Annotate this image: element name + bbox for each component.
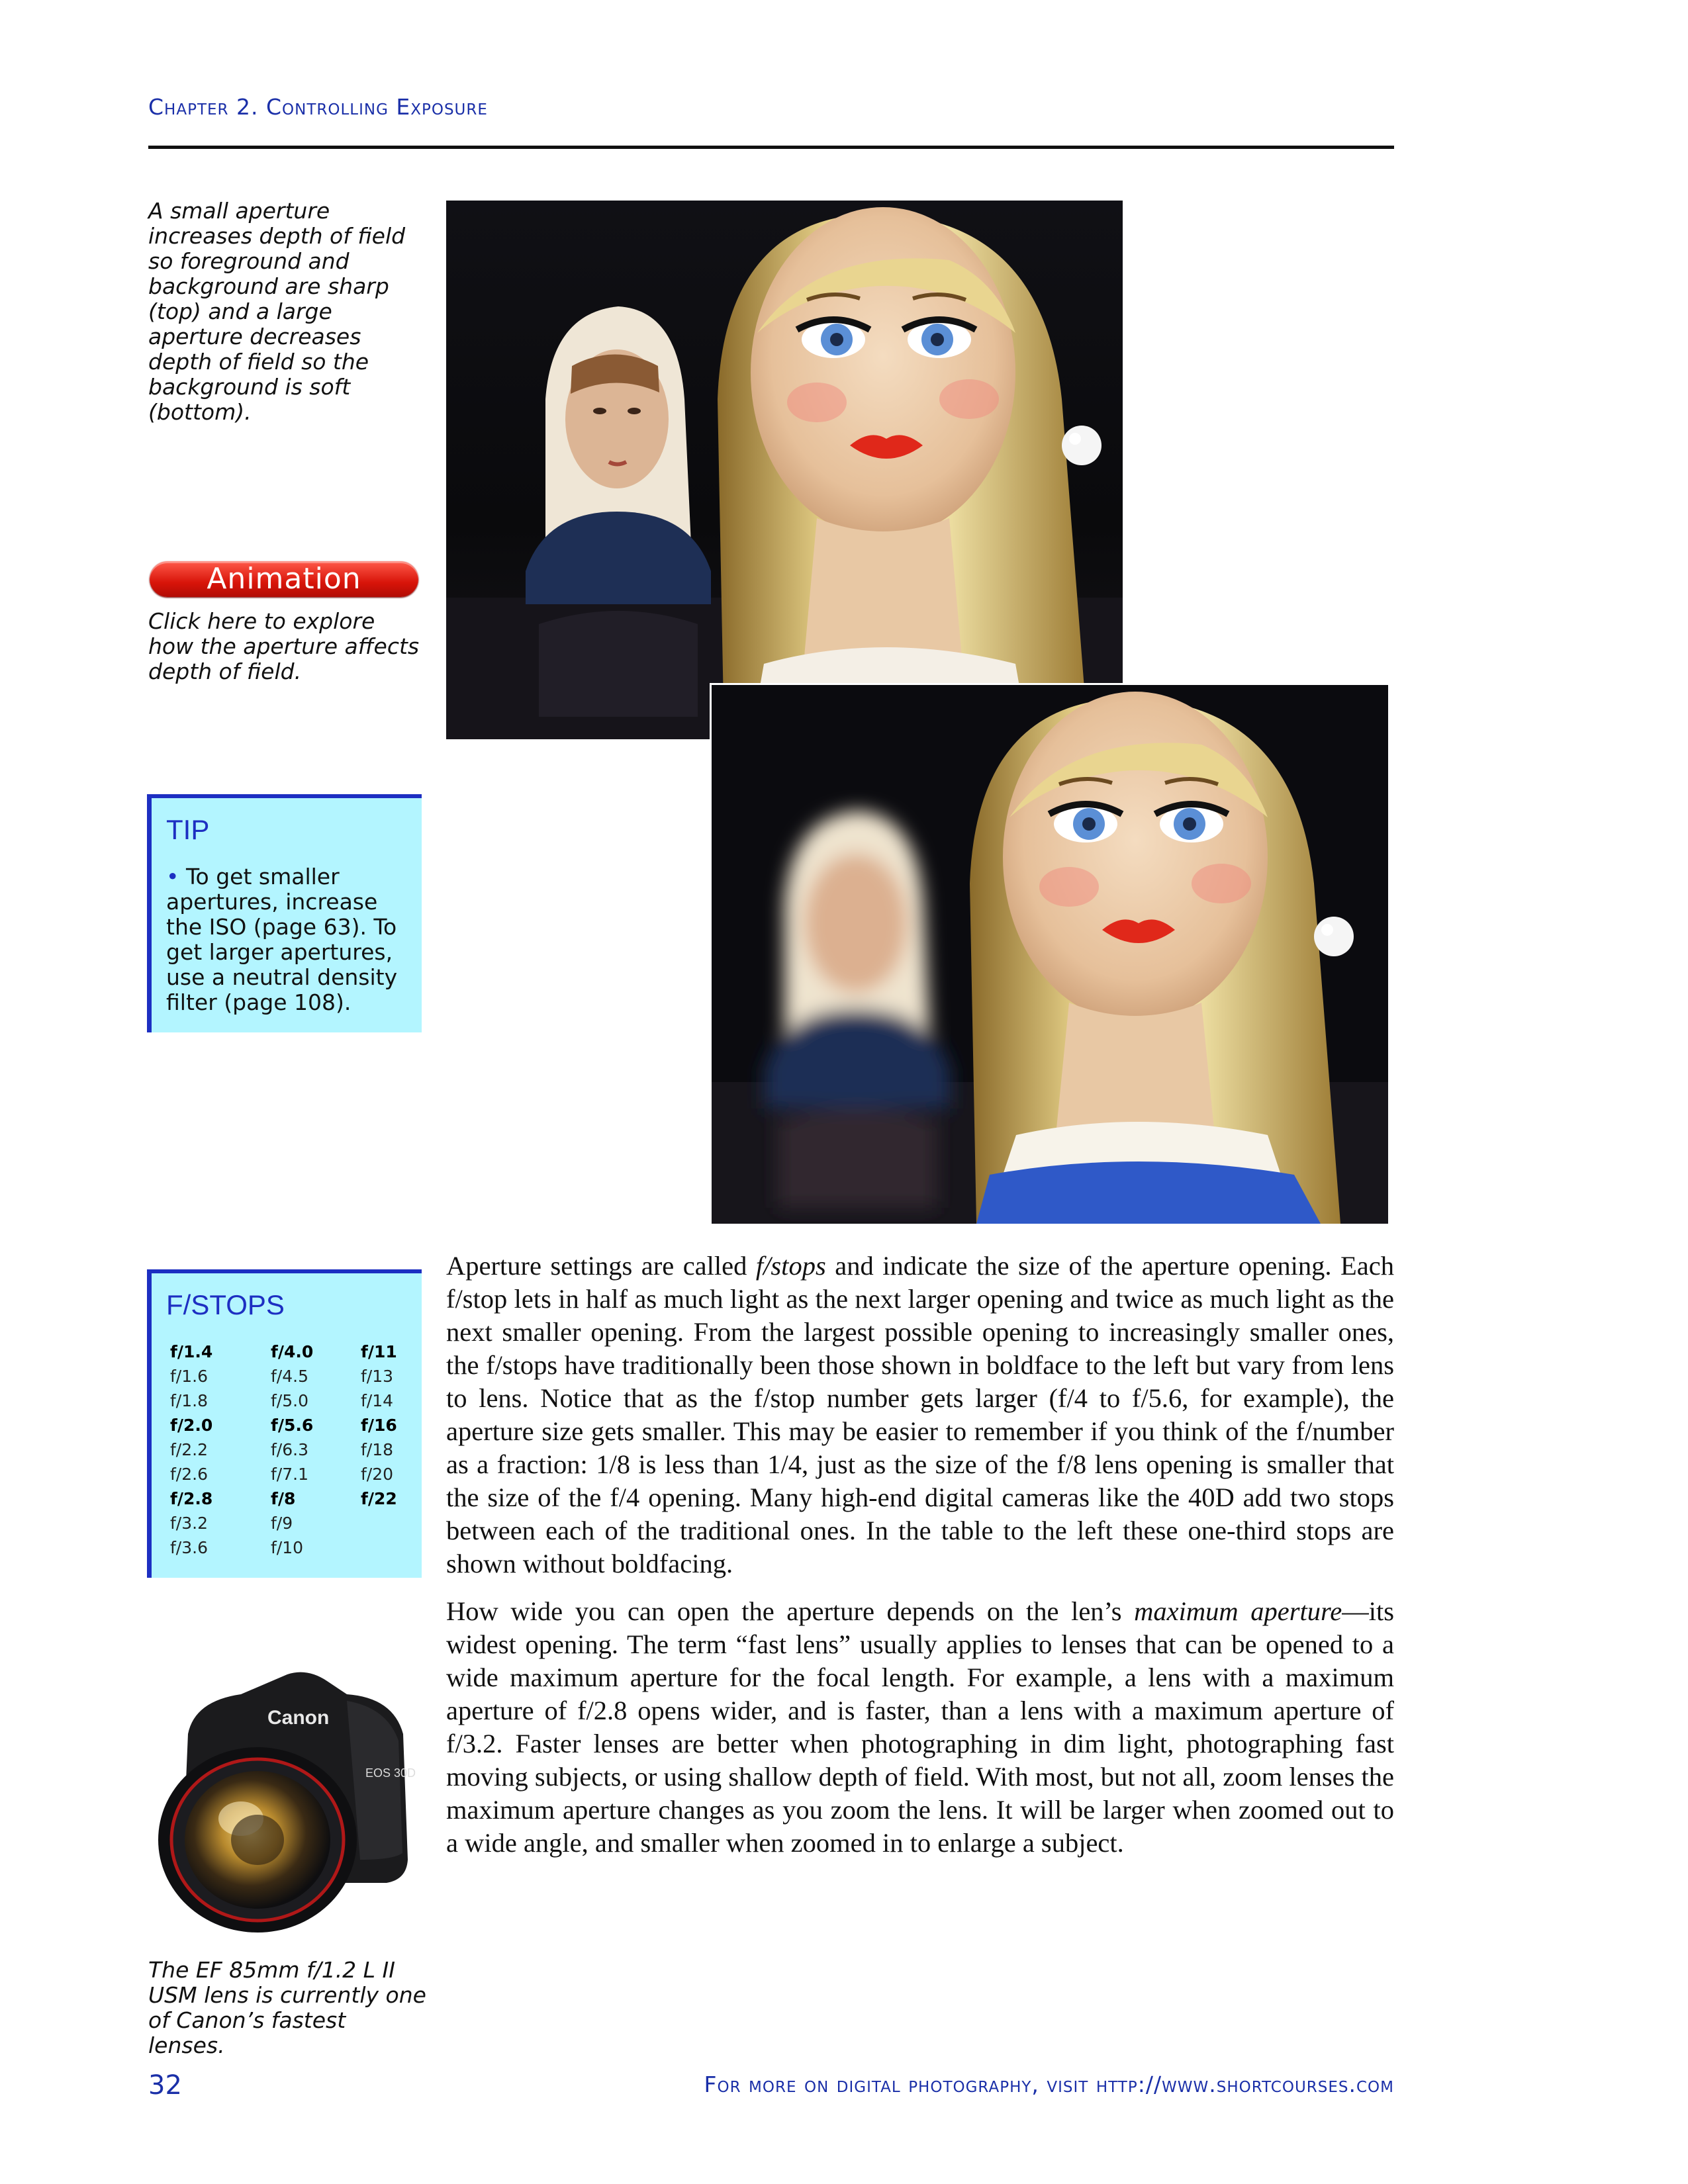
fstop-cell: f/1.4 — [170, 1342, 213, 1361]
fstop-cell: f/2.0 — [170, 1416, 213, 1435]
footer-link[interactable]: For more on digital photography, visit http://www.shortcourses.com — [704, 2071, 1394, 2097]
fstop-cell: f/7.1 — [271, 1465, 308, 1484]
fstop-cell: f/13 — [361, 1367, 394, 1386]
fstop-cell — [361, 1511, 414, 1535]
fstop-cell: f/6.3 — [271, 1440, 308, 1459]
fstop-cell: f/1.6 — [170, 1367, 208, 1386]
lens-caption: The EF 85mm f/1.2 L II USM lens is currently one of Canon’s fastest lenses. — [148, 1957, 426, 2058]
fstops-row — [170, 1364, 414, 1388]
fstop-cell: f/5.0 — [271, 1391, 308, 1410]
fstop-cell: f/5.6 — [271, 1416, 314, 1435]
fstops-row — [170, 1388, 414, 1413]
fstops-row — [170, 1535, 414, 1560]
p2-emphasis: maximum aperture — [1134, 1596, 1342, 1626]
fstop-cell — [361, 1535, 414, 1560]
tip-box — [147, 794, 422, 1032]
tip-title: TIP — [166, 814, 210, 845]
p1-emphasis: f/stops — [755, 1251, 826, 1281]
fstops-row — [170, 1437, 414, 1462]
fstop-cell: f/2.6 — [170, 1465, 208, 1484]
p2-text-b: —its widest opening. The term “fast lens” usually applies to lenses that can be opened to a wide maximum aperture for the focal length. For example, a lens with a maximum aperture of f/2.8 opens wider, and is faster, than a lens with a maximum aperture of f/3.2. Faster lenses are better when photographing in dim light, photographing fast moving subjects, or using shallow depth of field. With most, but not all, zoom lenses the maximum aperture changes as you zoom the lens. It will be larger when zoomed out to a wide angle, and smaller when zoomed in to enlarge a subject. — [446, 1596, 1394, 1858]
tip-bullet: • — [166, 864, 179, 889]
body-paragraph-1 — [446, 1250, 1394, 1580]
fstops-row — [170, 1413, 414, 1437]
fstop-cell: f/4.5 — [271, 1367, 308, 1386]
fstop-cell: f/18 — [361, 1440, 394, 1459]
fstop-cell: f/2.8 — [170, 1489, 213, 1508]
fstop-cell: f/1.8 — [170, 1391, 208, 1410]
tip-text — [166, 864, 411, 1015]
fstop-cell: f/2.2 — [170, 1440, 208, 1459]
canon-camera-image — [148, 1661, 420, 1939]
fstops-title: F/STOPS — [166, 1289, 285, 1320]
fstop-cell: f/8 — [271, 1489, 296, 1508]
fstops-row — [170, 1511, 414, 1535]
fstop-cell: f/4.0 — [271, 1342, 314, 1361]
fstops-table — [170, 1340, 414, 1560]
doll-photo-sharp-background — [446, 201, 1123, 739]
fstop-cell: f/3.6 — [170, 1538, 208, 1557]
depth-of-field-caption: A small aperture increases depth of field so foreground and background are sharp (top) and a large aperture decreases depth of field so the background is soft (bottom). — [148, 198, 406, 425]
page-number: 32 — [148, 2070, 182, 2101]
fstop-cell: f/16 — [361, 1416, 397, 1435]
animation-caption: Click here to explore how the aperture affects depth of field. — [148, 608, 420, 684]
body-paragraph-2 — [446, 1595, 1394, 1860]
p2-text-a: How wide you can open the aperture depends on the len’s — [446, 1596, 1135, 1626]
camera-brand-label: Canon — [267, 1707, 330, 1729]
running-head: Chapter 2. Controlling Exposure — [148, 94, 488, 120]
tip-body: To get smaller apertures, increase the ISO (page 63). To get larger apertures, use a neutral density filter (page 108). — [166, 864, 398, 1015]
p1-text-a: Aperture settings are called — [446, 1251, 756, 1281]
fstop-cell: f/10 — [271, 1538, 304, 1557]
fstop-cell: f/22 — [361, 1489, 397, 1508]
header-rule — [148, 146, 1394, 149]
fstop-cell: f/3.2 — [170, 1514, 208, 1533]
fstop-cell: f/9 — [271, 1514, 293, 1533]
camera-model-label: EOS 30D — [365, 1766, 416, 1780]
doll-photo-soft-background — [710, 683, 1390, 1226]
fstop-cell: f/11 — [361, 1342, 397, 1361]
fstop-cell: f/14 — [361, 1391, 394, 1410]
fstops-row — [170, 1486, 414, 1511]
fstops-row — [170, 1340, 414, 1364]
animation-button[interactable]: Animation — [150, 561, 418, 597]
fstops-row — [170, 1462, 414, 1486]
fstop-cell: f/20 — [361, 1465, 394, 1484]
body-text — [446, 1250, 1394, 1874]
p1-text-b: and indicate the size of the aperture opening. Each f/stop lets in half as much light as the next larger opening and twice as much light as the next smaller opening. From the largest possible opening to increasingly smaller ones, the f/stops have traditionally been those shown in boldface to the left but vary from lens to lens. Notice that as the f/stop number gets larger (f/4 to f/5.6, for example), the aperture size gets smaller. This may be easier to remember if you think of the f/number as a fraction: 1/8 is less than 1/4, just as the size of the f/8 lens opening is smaller that the size of the f/4 opening. Many high-end digital cameras like the 40D add two stops between each of the traditional ones. In the table to the left these one-third stops are shown without boldfacing. — [446, 1251, 1394, 1578]
fstops-box — [147, 1269, 422, 1578]
